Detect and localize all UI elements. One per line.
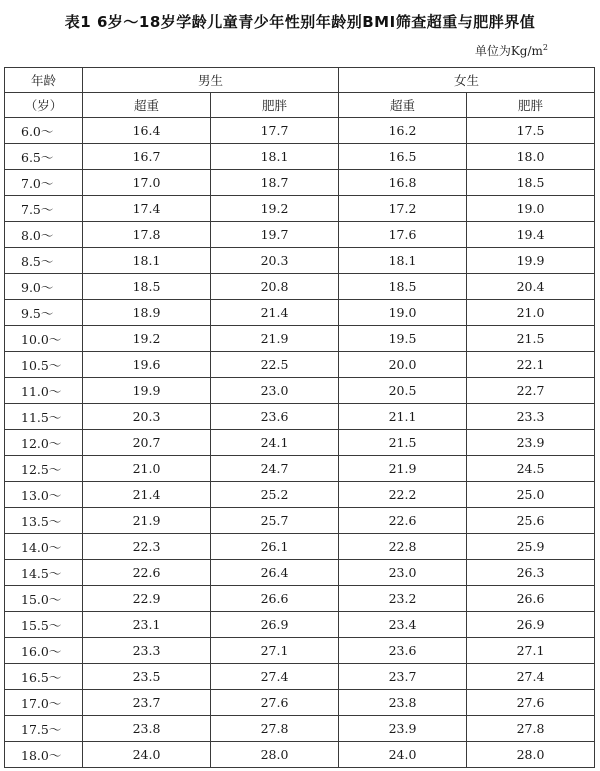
female-obese-cell: 25.6	[467, 508, 595, 534]
male-overweight-cell: 18.1	[83, 248, 211, 274]
male-overweight-cell: 16.4	[83, 118, 211, 144]
female-obese-cell: 27.4	[467, 664, 595, 690]
female-overweight-header: 超重	[339, 93, 467, 118]
female-obese-cell: 27.1	[467, 638, 595, 664]
table-row	[5, 560, 595, 586]
female-group-header: 女生	[339, 68, 595, 93]
female-overweight-cell: 23.8	[339, 690, 467, 716]
table-row	[5, 144, 595, 170]
male-obese-cell: 20.8	[211, 274, 339, 300]
header-row-sub	[5, 93, 595, 118]
female-obese-cell: 22.1	[467, 352, 595, 378]
male-obese-cell: 23.6	[211, 404, 339, 430]
male-overweight-cell: 18.5	[83, 274, 211, 300]
age-cell: 12.5～	[5, 456, 83, 482]
female-obese-cell: 19.9	[467, 248, 595, 274]
table-row	[5, 352, 595, 378]
table-row	[5, 170, 595, 196]
age-unit-header: （岁）	[5, 93, 83, 118]
table-row	[5, 222, 595, 248]
table-row	[5, 274, 595, 300]
age-cell: 10.5～	[5, 352, 83, 378]
age-cell: 7.5～	[5, 196, 83, 222]
male-obese-cell: 24.1	[211, 430, 339, 456]
male-overweight-cell: 17.8	[83, 222, 211, 248]
male-overweight-cell: 18.9	[83, 300, 211, 326]
age-cell: 10.0～	[5, 326, 83, 352]
female-obese-header: 肥胖	[467, 93, 595, 118]
male-obese-cell: 27.1	[211, 638, 339, 664]
male-obese-cell: 18.1	[211, 144, 339, 170]
female-obese-cell: 18.5	[467, 170, 595, 196]
female-overweight-cell: 23.9	[339, 716, 467, 742]
age-cell: 6.0～	[5, 118, 83, 144]
male-overweight-cell: 22.9	[83, 586, 211, 612]
male-group-header: 男生	[83, 68, 339, 93]
female-overweight-cell: 22.2	[339, 482, 467, 508]
female-overweight-cell: 21.5	[339, 430, 467, 456]
female-obese-cell: 22.7	[467, 378, 595, 404]
male-obese-cell: 17.7	[211, 118, 339, 144]
male-obese-cell: 25.2	[211, 482, 339, 508]
unit-text: 单位为Kg/m	[474, 44, 543, 58]
male-overweight-cell: 19.9	[83, 378, 211, 404]
male-obese-cell: 28.0	[211, 742, 339, 768]
table-row	[5, 326, 595, 352]
female-obese-cell: 26.3	[467, 560, 595, 586]
male-obese-cell: 26.4	[211, 560, 339, 586]
table-row	[5, 482, 595, 508]
male-overweight-cell: 20.7	[83, 430, 211, 456]
age-cell: 15.5～	[5, 612, 83, 638]
male-obese-cell: 26.9	[211, 612, 339, 638]
age-cell: 17.0～	[5, 690, 83, 716]
male-obese-cell: 22.5	[211, 352, 339, 378]
female-obese-cell: 25.9	[467, 534, 595, 560]
table-row	[5, 456, 595, 482]
female-obese-cell: 21.5	[467, 326, 595, 352]
male-obese-cell: 18.7	[211, 170, 339, 196]
female-obese-cell: 20.4	[467, 274, 595, 300]
age-cell: 18.0～	[5, 742, 83, 768]
male-overweight-cell: 23.1	[83, 612, 211, 638]
table-row	[5, 586, 595, 612]
table-row	[5, 300, 595, 326]
age-cell: 17.5～	[5, 716, 83, 742]
male-obese-cell: 21.9	[211, 326, 339, 352]
table-row	[5, 248, 595, 274]
female-obese-cell: 26.6	[467, 586, 595, 612]
table-row	[5, 430, 595, 456]
male-overweight-cell: 17.4	[83, 196, 211, 222]
age-cell: 6.5～	[5, 144, 83, 170]
age-cell: 12.0～	[5, 430, 83, 456]
female-overweight-cell: 19.5	[339, 326, 467, 352]
male-overweight-cell: 23.3	[83, 638, 211, 664]
male-overweight-cell: 19.6	[83, 352, 211, 378]
male-overweight-cell: 22.6	[83, 560, 211, 586]
female-obese-cell: 21.0	[467, 300, 595, 326]
female-obese-cell: 19.4	[467, 222, 595, 248]
male-overweight-cell: 23.7	[83, 690, 211, 716]
female-obese-cell: 18.0	[467, 144, 595, 170]
male-obese-cell: 19.7	[211, 222, 339, 248]
age-cell: 14.5～	[5, 560, 83, 586]
female-overweight-cell: 23.6	[339, 638, 467, 664]
male-overweight-cell: 16.7	[83, 144, 211, 170]
female-obese-cell: 27.6	[467, 690, 595, 716]
table-body	[5, 118, 595, 768]
male-obese-cell: 27.4	[211, 664, 339, 690]
male-obese-cell: 24.7	[211, 456, 339, 482]
age-cell: 8.0～	[5, 222, 83, 248]
male-overweight-cell: 21.4	[83, 482, 211, 508]
age-cell: 11.5～	[5, 404, 83, 430]
male-overweight-header: 超重	[83, 93, 211, 118]
female-overweight-cell: 17.6	[339, 222, 467, 248]
female-overweight-cell: 22.6	[339, 508, 467, 534]
male-overweight-cell: 17.0	[83, 170, 211, 196]
male-obese-cell: 20.3	[211, 248, 339, 274]
female-obese-cell: 23.3	[467, 404, 595, 430]
age-cell: 16.0～	[5, 638, 83, 664]
female-overweight-cell: 18.1	[339, 248, 467, 274]
male-obese-cell: 27.6	[211, 690, 339, 716]
male-obese-cell: 27.8	[211, 716, 339, 742]
female-overweight-cell: 16.8	[339, 170, 467, 196]
male-obese-header: 肥胖	[211, 93, 339, 118]
male-obese-cell: 26.1	[211, 534, 339, 560]
female-overweight-cell: 23.4	[339, 612, 467, 638]
male-overweight-cell: 23.8	[83, 716, 211, 742]
female-overweight-cell: 20.5	[339, 378, 467, 404]
table-row	[5, 742, 595, 768]
female-obese-cell: 17.5	[467, 118, 595, 144]
female-overweight-cell: 16.5	[339, 144, 467, 170]
female-overweight-cell: 21.1	[339, 404, 467, 430]
age-cell: 16.5～	[5, 664, 83, 690]
female-overweight-cell: 23.0	[339, 560, 467, 586]
table-row	[5, 716, 595, 742]
female-overweight-cell: 21.9	[339, 456, 467, 482]
table-row	[5, 378, 595, 404]
male-overweight-cell: 20.3	[83, 404, 211, 430]
table-row	[5, 534, 595, 560]
male-obese-cell: 19.2	[211, 196, 339, 222]
female-overweight-cell: 22.8	[339, 534, 467, 560]
male-obese-cell: 25.7	[211, 508, 339, 534]
unit-superscript: 2	[542, 43, 548, 52]
age-cell: 9.5～	[5, 300, 83, 326]
age-cell: 13.0～	[5, 482, 83, 508]
age-cell: 9.0～	[5, 274, 83, 300]
male-obese-cell: 26.6	[211, 586, 339, 612]
male-overweight-cell: 19.2	[83, 326, 211, 352]
female-obese-cell: 19.0	[467, 196, 595, 222]
female-overweight-cell: 19.0	[339, 300, 467, 326]
table-row	[5, 638, 595, 664]
female-overweight-cell: 16.2	[339, 118, 467, 144]
age-cell: 15.0～	[5, 586, 83, 612]
table-row	[5, 664, 595, 690]
age-cell: 11.0～	[5, 378, 83, 404]
header-row-groups	[5, 68, 595, 93]
age-cell: 7.0～	[5, 170, 83, 196]
male-overweight-cell: 21.9	[83, 508, 211, 534]
male-overweight-cell: 21.0	[83, 456, 211, 482]
table-title: 表1 6岁～18岁学龄儿童青少年性别年龄别BMI筛查超重与肥胖界值	[64, 13, 536, 31]
age-cell: 8.5～	[5, 248, 83, 274]
female-obese-cell: 28.0	[467, 742, 595, 768]
male-overweight-cell: 22.3	[83, 534, 211, 560]
table-row	[5, 612, 595, 638]
unit-label	[475, 42, 548, 59]
male-overweight-cell: 23.5	[83, 664, 211, 690]
female-obese-cell: 23.9	[467, 430, 595, 456]
age-cell: 14.0～	[5, 534, 83, 560]
table-row	[5, 404, 595, 430]
age-header: 年龄	[5, 68, 83, 93]
table-row	[5, 196, 595, 222]
male-overweight-cell: 24.0	[83, 742, 211, 768]
table-row	[5, 118, 595, 144]
female-obese-cell: 27.8	[467, 716, 595, 742]
table-row	[5, 508, 595, 534]
male-obese-cell: 21.4	[211, 300, 339, 326]
male-obese-cell: 23.0	[211, 378, 339, 404]
age-cell: 13.5～	[5, 508, 83, 534]
table-row	[5, 690, 595, 716]
female-overweight-cell: 18.5	[339, 274, 467, 300]
female-overweight-cell: 23.2	[339, 586, 467, 612]
female-overweight-cell: 17.2	[339, 196, 467, 222]
female-overweight-cell: 24.0	[339, 742, 467, 768]
female-overweight-cell: 20.0	[339, 352, 467, 378]
female-obese-cell: 26.9	[467, 612, 595, 638]
female-obese-cell: 25.0	[467, 482, 595, 508]
female-obese-cell: 24.5	[467, 456, 595, 482]
female-overweight-cell: 23.7	[339, 664, 467, 690]
bmi-cutoff-table	[4, 67, 595, 768]
